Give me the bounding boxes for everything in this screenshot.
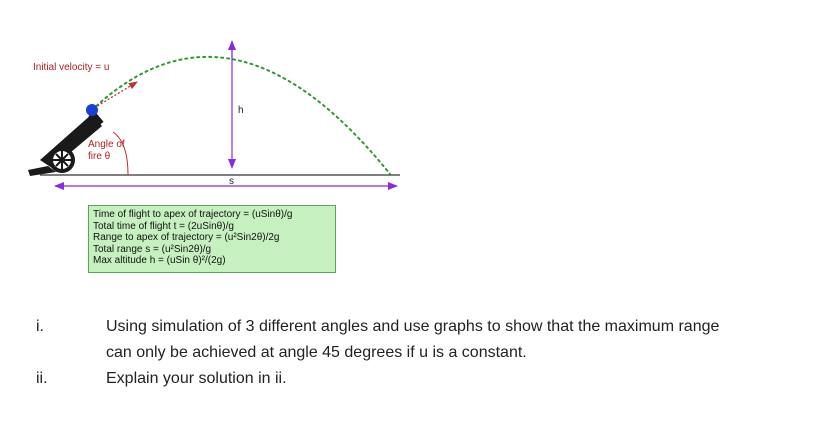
- question-2-line1: Explain your solution in ii.: [106, 370, 287, 387]
- velocity-arrow: [94, 82, 137, 108]
- initial-velocity-label: Initial velocity = u: [33, 62, 110, 73]
- formula-total-time: Total time of flight t = (2uSinθ)/g: [93, 220, 234, 232]
- question-1-line1: Using simulation of 3 different angles and use graphs to show that the maximum range: [106, 318, 720, 335]
- range-label: s: [229, 176, 234, 187]
- formula-box: [88, 205, 336, 273]
- cannonball-icon: [86, 104, 98, 116]
- angle-label-line2: fire θ: [88, 151, 111, 162]
- angle-label-line1: Angle of: [88, 139, 125, 150]
- formula-time-to-apex: Time of flight to apex of trajectory = (uSinθ)/g: [93, 209, 293, 220]
- height-label: h: [238, 105, 244, 116]
- formula-total-range: Total range s = (u²Sin2θ)/g: [93, 243, 212, 255]
- formula-range-to-apex: Range to apex of trajectory = (u²Sin2θ)/2g: [93, 232, 280, 243]
- question-1-line2: can only be achieved at angle 45 degrees if u is a constant.: [106, 344, 527, 361]
- formula-max-altitude: Max altitude h = (uSin θ)²/(2g): [93, 255, 226, 266]
- question-number-2: ii.: [36, 370, 48, 387]
- question-number-1: i.: [36, 318, 44, 335]
